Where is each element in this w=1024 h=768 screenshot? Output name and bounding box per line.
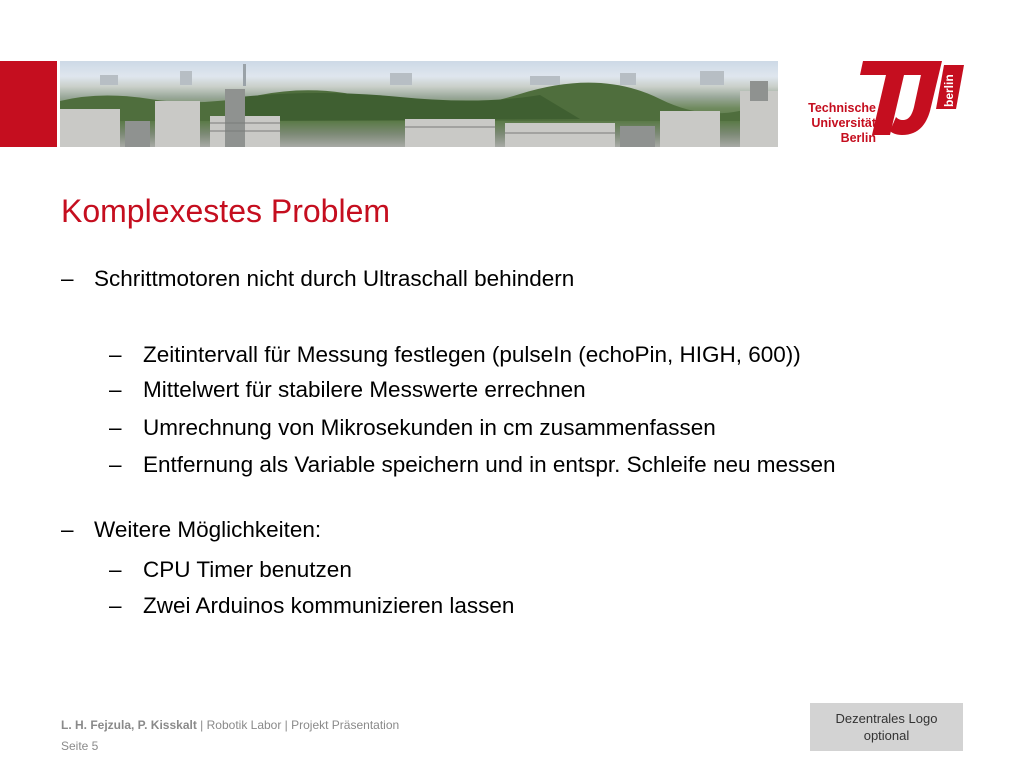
city-skyline-illustration — [60, 61, 778, 147]
bullet-dash: – — [109, 377, 122, 402]
logo-word-berlin: berlin — [942, 74, 956, 107]
bullet-text: Entfernung als Variable speichern und in entspr. Schleife neu messen — [143, 452, 836, 477]
university-name-line-1: Technische — [808, 101, 876, 115]
university-name-line-2: Universität — [811, 116, 876, 130]
bullet-text: Zeitintervall für Messung festlegen (pulseIn (echoPin, HIGH, 600)) — [143, 342, 801, 367]
bullet-dash: – — [61, 517, 74, 542]
bullet-item — [61, 517, 321, 543]
bullet-text: Umrechnung von Mikrosekunden in cm zusammenfassen — [143, 415, 716, 440]
bullet-text: Mittelwert für stabilere Messwerte errechnen — [143, 377, 586, 402]
footer-credits — [61, 715, 399, 736]
bullet-text: CPU Timer benutzen — [143, 557, 352, 582]
footer-authors: L. H. Fejzula, P. Kisskalt — [61, 718, 197, 732]
page-number: Seite 5 — [61, 739, 99, 753]
bullet-dash: – — [109, 452, 122, 477]
bullet-item — [109, 377, 586, 403]
bullet-item — [109, 342, 801, 368]
bullet-dash: – — [109, 342, 122, 367]
footer-separator: | — [196, 718, 207, 732]
logo-placeholder-line-1: Dezentrales Logo — [835, 711, 938, 726]
slide-title: Komplexestes Problem — [61, 193, 391, 229]
bullet-dash: – — [61, 266, 74, 291]
university-name — [806, 101, 876, 146]
bullet-dash: – — [109, 557, 122, 582]
logo-placeholder — [810, 703, 963, 751]
bullet-dash: – — [109, 593, 122, 618]
logo-placeholder-line-2: optional — [863, 728, 910, 743]
bullet-dash: – — [109, 415, 122, 440]
university-name-line-3: Berlin — [840, 131, 876, 145]
header-city-photo — [60, 61, 778, 147]
bullet-item — [109, 415, 716, 441]
bullet-item — [109, 557, 352, 583]
bullet-text: Schrittmotoren nicht durch Ultraschall behindern — [94, 266, 575, 291]
header-red-block — [0, 61, 57, 147]
bullet-item — [109, 593, 514, 619]
bullet-text: Weitere Möglichkeiten: — [94, 517, 322, 542]
slide-footer — [61, 715, 399, 757]
bullet-item — [109, 452, 836, 478]
bullet-text: Zwei Arduinos kommunizieren lassen — [143, 593, 515, 618]
bullet-item — [61, 266, 574, 292]
footer-course: Robotik Labor | Projekt Präsentation — [206, 718, 400, 732]
